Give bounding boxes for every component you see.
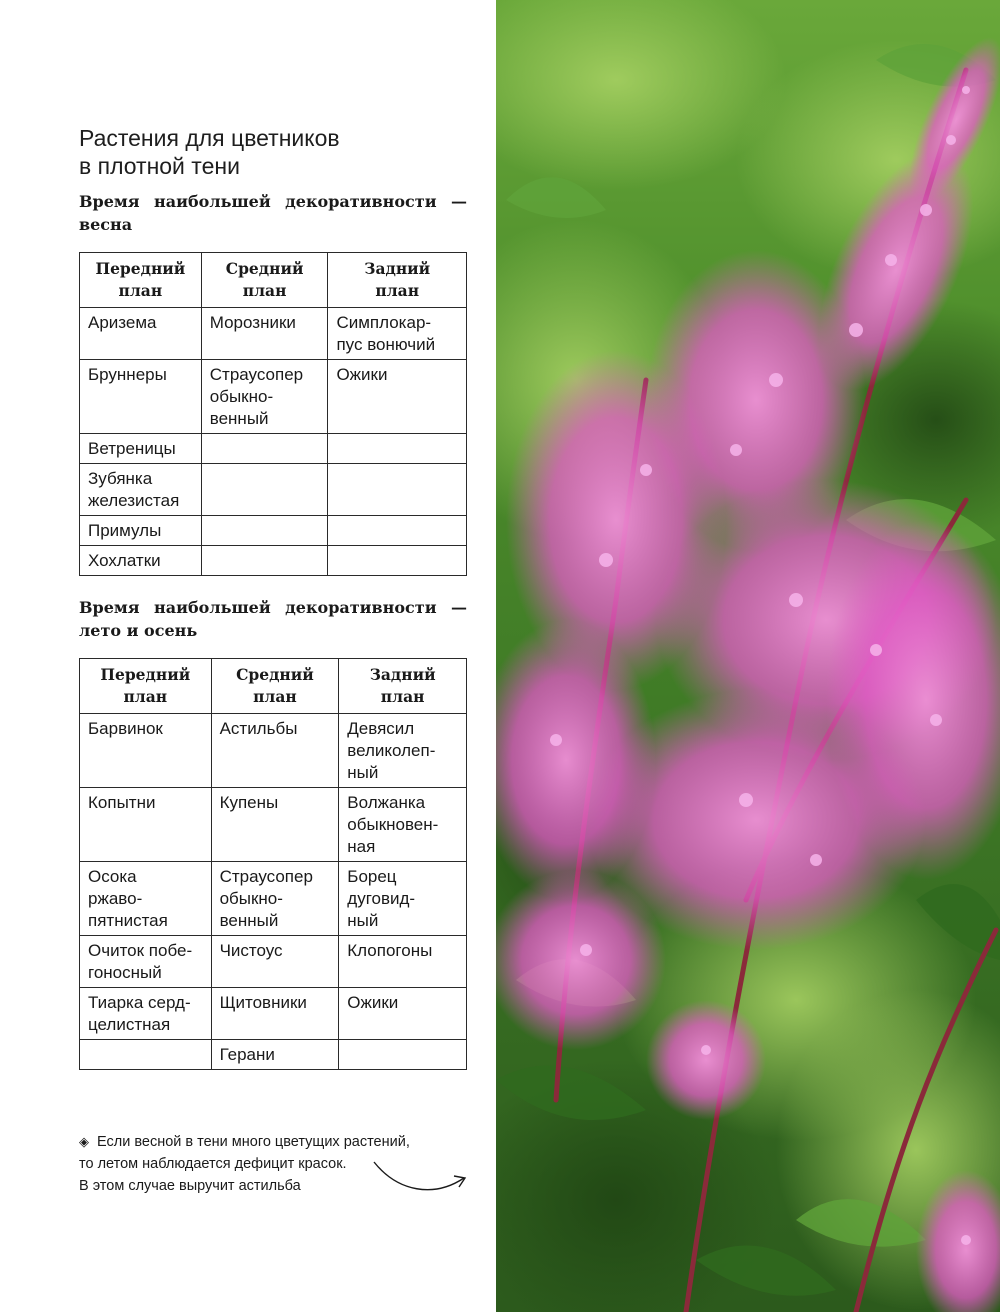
table-row <box>80 936 467 988</box>
table-cell <box>201 308 328 360</box>
table-cell <box>328 434 467 464</box>
title-line-1: Растения для цветников <box>79 125 340 151</box>
cell-text-line: Щитовники <box>219 993 307 1012</box>
cell-text-line: Барвинок <box>88 719 163 738</box>
column-header <box>211 659 339 714</box>
cell-text-line: Хохлатки <box>88 551 161 570</box>
text-column <box>0 0 496 1312</box>
cell-text-line: обыкно- <box>219 889 283 908</box>
caption-line-2: то летом наблюдается дефицит красок. <box>79 1156 347 1172</box>
table-cell <box>201 546 328 576</box>
column-header <box>80 253 202 308</box>
table-cell <box>328 546 467 576</box>
table-row <box>80 862 467 936</box>
title-line-2: в плотной тени <box>79 153 240 179</box>
cell-text-line: обыкновен- <box>347 815 439 834</box>
table-cell <box>80 308 202 360</box>
table-cell <box>80 714 212 788</box>
table-cell <box>80 988 212 1040</box>
cell-text-line: Осока <box>88 867 137 886</box>
cell-text-line: Тиарка серд- <box>88 993 191 1012</box>
table-cell <box>211 936 339 988</box>
photo-caption <box>79 1131 419 1197</box>
cell-text-line: Бруннеры <box>88 365 167 384</box>
diamond-bullet-icon: ◈ <box>79 1134 89 1149</box>
table-cell <box>80 516 202 546</box>
cell-text-line: Аризема <box>88 313 157 332</box>
cell-text-line: Борец <box>347 867 397 886</box>
cell-text-line: Ветреницы <box>88 439 176 458</box>
column-header-line: план <box>375 281 420 300</box>
cell-text-line: Примулы <box>88 521 162 540</box>
table-cell <box>339 788 467 862</box>
table-cell <box>201 464 328 516</box>
section-heading-line-2: весна <box>79 215 133 234</box>
table-cell <box>201 516 328 546</box>
cell-text-line: Страусопер <box>219 867 313 886</box>
column-header-line: Передний <box>95 259 186 278</box>
column-header-line: план <box>253 687 297 706</box>
table-cell <box>201 434 328 464</box>
table-cell <box>211 862 339 936</box>
column-header-line: план <box>242 281 287 300</box>
cell-text-line: Симплокар- <box>336 313 432 332</box>
table-row <box>80 516 467 546</box>
cell-text-line: дуговид- <box>347 889 416 908</box>
cell-text-line: венный <box>219 911 279 930</box>
cell-text-line: Страусопер <box>209 365 304 384</box>
column-header <box>328 253 467 308</box>
table-cell <box>339 988 467 1040</box>
cell-text-line: пус вонючий <box>336 335 436 354</box>
table-row <box>80 546 467 576</box>
table-cell <box>80 862 212 936</box>
table-cell <box>211 988 339 1040</box>
cell-text-line: пятнистая <box>88 911 168 930</box>
table-row <box>80 714 467 788</box>
table-cell <box>339 862 467 936</box>
section-heading-line-1: Время наибольшей декоративности — <box>79 192 467 211</box>
cell-text-line: Купены <box>219 793 279 812</box>
table-cell <box>339 936 467 988</box>
cell-text-line: Морозники <box>209 313 296 332</box>
cell-text-line: Волжанка <box>347 793 426 812</box>
column-header-line: Передний <box>100 665 191 684</box>
table-row <box>80 1040 467 1070</box>
astilbe-photo <box>496 0 1000 1312</box>
cell-text-line: великолеп- <box>347 741 436 760</box>
cell-text-line: Зубянка <box>88 469 153 488</box>
cell-text-line: ржаво- <box>88 889 143 908</box>
table-cell <box>80 360 202 434</box>
cell-text-line: Очиток побе- <box>88 941 193 960</box>
table-cell <box>339 1040 467 1070</box>
table-cell <box>201 360 328 434</box>
table-cell <box>80 1040 212 1070</box>
section-heading-spring <box>79 190 467 236</box>
cell-text-line: ный <box>347 911 379 930</box>
cell-text-line: ная <box>347 837 376 856</box>
cell-text-line: целистная <box>88 1015 171 1034</box>
table-cell <box>80 546 202 576</box>
cell-text-line: Астильбы <box>219 719 298 738</box>
cell-text-line: гоносный <box>88 963 162 982</box>
column-header <box>201 253 328 308</box>
cell-text-line: Ожики <box>347 993 399 1012</box>
caption-line-3: В этом случае выручит астильба <box>79 1178 301 1194</box>
section-heading-line-1: Время наибольшей декоративности — <box>79 598 467 617</box>
page-title <box>79 124 479 180</box>
cell-text-line: Копытни <box>88 793 156 812</box>
cell-text-line: венный <box>209 409 269 428</box>
cell-text-line: обыкно- <box>209 387 274 406</box>
cell-text-line: ный <box>347 763 379 782</box>
table-row <box>80 360 467 434</box>
table-cell <box>328 464 467 516</box>
table-row <box>80 788 467 862</box>
cell-text-line: Девясил <box>347 719 415 738</box>
table-header-row <box>80 659 467 714</box>
plants-table-spring <box>79 252 467 576</box>
table-cell <box>328 360 467 434</box>
column-header-line: план <box>118 281 163 300</box>
table-cell <box>80 788 212 862</box>
table-cell <box>80 434 202 464</box>
column-header-line: Задний <box>364 259 431 278</box>
cell-text-line: Чистоус <box>219 941 283 960</box>
table-cell <box>328 308 467 360</box>
column-header-line: план <box>123 687 168 706</box>
table-header-row <box>80 253 467 308</box>
table-cell <box>328 516 467 546</box>
table-cell <box>80 464 202 516</box>
column-header-line: план <box>380 687 425 706</box>
section-heading-summer-autumn <box>79 596 467 642</box>
column-header-line: Средний <box>236 665 314 684</box>
table-cell <box>211 714 339 788</box>
table-cell <box>339 714 467 788</box>
plants-table-summer-autumn <box>79 658 467 1070</box>
column-header-line: Средний <box>225 259 304 278</box>
table-cell <box>211 1040 339 1070</box>
column-header <box>339 659 467 714</box>
cell-text-line: Клопогоны <box>347 941 433 960</box>
table-row <box>80 308 467 360</box>
caption-line-1: Если весной в тени много цветущих растений, <box>97 1134 410 1150</box>
table-row <box>80 464 467 516</box>
column-header <box>80 659 212 714</box>
table-row <box>80 434 467 464</box>
cell-text-line: Герани <box>219 1045 275 1064</box>
section-heading-line-2: лето и осень <box>79 621 198 640</box>
table-cell <box>80 936 212 988</box>
cell-text-line: Ожики <box>336 365 388 384</box>
table-row <box>80 988 467 1040</box>
curved-arrow-icon <box>370 1148 470 1208</box>
cell-text-line: железистая <box>88 491 180 510</box>
table-cell <box>211 788 339 862</box>
column-header-line: Задний <box>369 665 436 684</box>
